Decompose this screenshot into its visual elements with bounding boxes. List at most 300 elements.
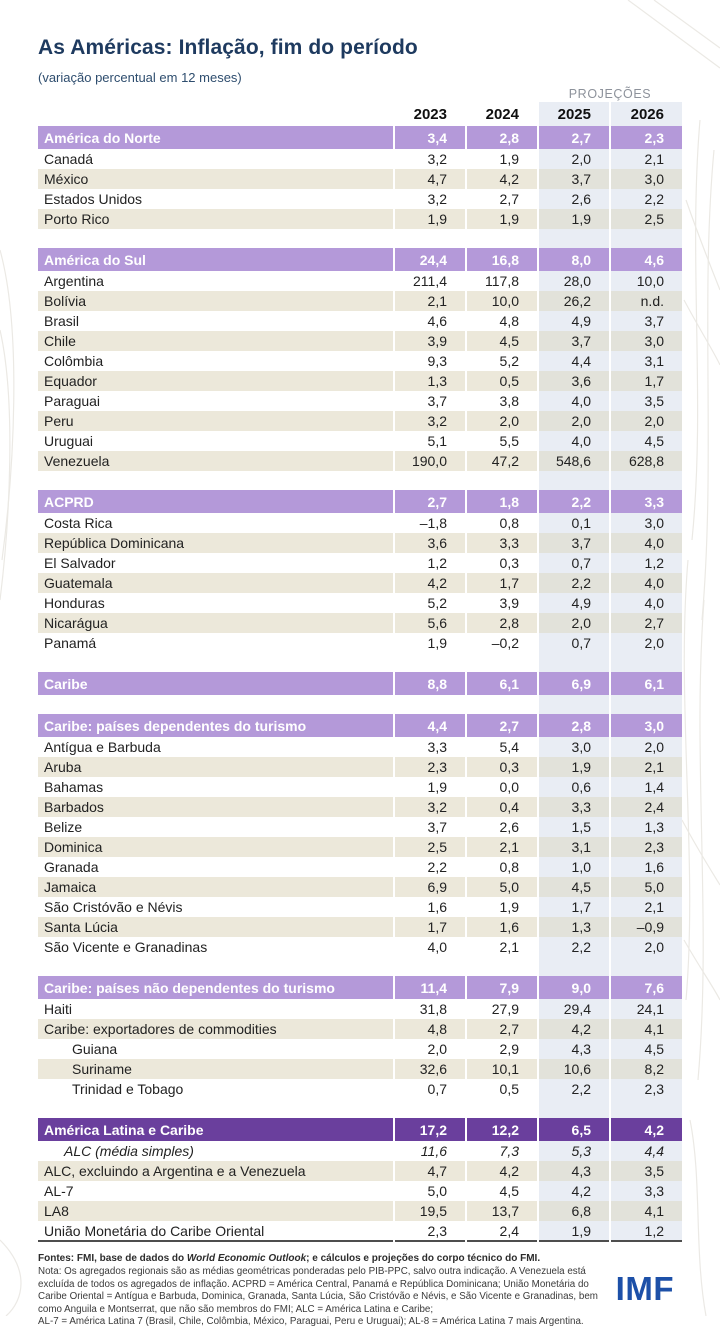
- value-cell: 11,6: [394, 1141, 466, 1161]
- value-cell: 2,5: [610, 209, 682, 229]
- sources-line: Fontes: FMI, base de dados do World Economic Outlook; e cálculos e projeções do corpo técnico do FMI.: [38, 1253, 541, 1264]
- section-header-value: 8,8: [394, 672, 466, 695]
- row-label: Estados Unidos: [44, 191, 143, 207]
- table-row: [38, 857, 682, 877]
- row-label: ALC, excluindo a Argentina e a Venezuela: [38, 1161, 394, 1181]
- gap-cell: [538, 1099, 610, 1118]
- gap-cell: [610, 695, 682, 714]
- value-cell: 2,8: [466, 613, 538, 633]
- section-gap-row: [38, 653, 682, 672]
- page-subtitle: (variação percentual em 12 meses): [38, 70, 242, 85]
- value-cell: 3,7: [538, 533, 610, 553]
- year-column-header: 2026: [610, 102, 682, 126]
- value-cell: 4,0: [610, 573, 682, 593]
- row-label: Aruba: [38, 757, 394, 777]
- gap-cell: [538, 471, 610, 490]
- gap-cell: [610, 229, 682, 248]
- value-cell: 1,3: [538, 917, 610, 937]
- table-row: [38, 817, 682, 837]
- table-row: [38, 877, 682, 897]
- value-cell: 5,0: [466, 877, 538, 897]
- gap-cell: [610, 1099, 682, 1118]
- value-cell: 1,6: [466, 917, 538, 937]
- section-gap-row: [38, 1099, 682, 1118]
- value-cell: 2,9: [466, 1039, 538, 1059]
- value-cell: 24,1: [610, 999, 682, 1019]
- value-cell: 3,3: [394, 737, 466, 757]
- value-cell: 1,6: [610, 857, 682, 877]
- value-cell: 1,9: [394, 633, 466, 653]
- footer: [38, 1252, 682, 1329]
- section-header-row: [38, 714, 682, 737]
- value-cell: 5,2: [466, 351, 538, 371]
- value-cell: 2,1: [610, 757, 682, 777]
- gap-cell: [394, 695, 466, 714]
- year-header-spacer: [38, 102, 394, 126]
- value-cell: 4,0: [610, 533, 682, 553]
- row-label: Trinidad e Tobago: [72, 1081, 184, 1097]
- value-cell: 2,2: [610, 189, 682, 209]
- value-cell: 0,5: [466, 1079, 538, 1099]
- value-cell: 2,4: [466, 1221, 538, 1241]
- value-cell: 3,2: [394, 189, 466, 209]
- value-cell: 4,5: [610, 1039, 682, 1059]
- section-header-label: ACPRD: [38, 490, 394, 513]
- row-label: Argentina: [44, 273, 104, 289]
- year-column-header: 2023: [394, 102, 466, 126]
- row-label: República Dominicana: [38, 533, 394, 553]
- value-cell: 10,0: [610, 271, 682, 291]
- value-cell: 27,9: [466, 999, 538, 1019]
- value-cell: 3,5: [610, 391, 682, 411]
- value-cell: 0,7: [538, 633, 610, 653]
- gap-cell: [610, 471, 682, 490]
- value-cell: 2,4: [610, 797, 682, 817]
- value-cell: 4,2: [466, 169, 538, 189]
- gap-cell: [394, 229, 466, 248]
- section-header-value: 16,8: [466, 248, 538, 271]
- value-cell: 6,8: [538, 1201, 610, 1221]
- value-cell: 19,5: [394, 1201, 466, 1221]
- section-header-value: 24,4: [394, 248, 466, 271]
- value-cell: 2,2: [538, 937, 610, 957]
- year-column-header: 2024: [466, 102, 538, 126]
- gap-cell: [466, 229, 538, 248]
- table-row: [38, 897, 682, 917]
- projections-label: PROJEÇÕES: [568, 87, 652, 101]
- value-cell: 3,0: [538, 737, 610, 757]
- value-cell: 2,7: [610, 613, 682, 633]
- value-cell: 0,8: [466, 857, 538, 877]
- row-label: Santa Lúcia: [38, 917, 394, 937]
- row-label: Canadá: [44, 151, 94, 167]
- table-row: [38, 1039, 682, 1059]
- value-cell: 0,1: [538, 513, 610, 533]
- value-cell: 6,9: [394, 877, 466, 897]
- value-cell: 1,2: [610, 553, 682, 573]
- value-cell: 1,7: [610, 371, 682, 391]
- row-label: Granada: [44, 859, 99, 875]
- gap-cell: [466, 653, 538, 672]
- value-cell: 2,6: [538, 189, 610, 209]
- value-cell: 2,3: [610, 837, 682, 857]
- value-cell: 0,3: [466, 553, 538, 573]
- value-cell: 2,3: [394, 757, 466, 777]
- gap-cell: [38, 695, 394, 714]
- gap-cell: [538, 695, 610, 714]
- value-cell: 3,6: [538, 371, 610, 391]
- table-row: [38, 633, 682, 653]
- section-header-value: 4,6: [610, 248, 682, 271]
- row-label: Equador: [38, 371, 394, 391]
- row-label: Guatemala: [38, 573, 394, 593]
- table-row: [38, 169, 682, 189]
- gap-cell: [38, 229, 394, 248]
- row-label: Dominica: [38, 837, 394, 857]
- table-row: [38, 1019, 682, 1039]
- value-cell: 2,0: [538, 149, 610, 169]
- value-cell: 1,3: [394, 371, 466, 391]
- gap-cell: [466, 1099, 538, 1118]
- table-row: [38, 533, 682, 553]
- value-cell: 4,3: [538, 1039, 610, 1059]
- value-cell: 4,2: [538, 1019, 610, 1039]
- value-cell: 4,8: [466, 311, 538, 331]
- table-row: [38, 1079, 682, 1099]
- section-header-label: Caribe: países não dependentes do turismo: [38, 976, 394, 999]
- value-cell: 4,4: [538, 351, 610, 371]
- value-cell: 1,7: [538, 897, 610, 917]
- section-header-row: [38, 490, 682, 513]
- value-cell: 0,6: [538, 777, 610, 797]
- table-row: [38, 513, 682, 533]
- section-header-row: [38, 248, 682, 271]
- table-row: [38, 757, 682, 777]
- section-header-value: 2,8: [538, 714, 610, 737]
- value-cell: 211,4: [394, 271, 466, 291]
- value-cell: 10,6: [538, 1059, 610, 1079]
- value-cell: 4,2: [394, 573, 466, 593]
- section-header-value: 2,7: [538, 126, 610, 149]
- section-header-value: 3,4: [394, 126, 466, 149]
- row-label: Peru: [38, 411, 394, 431]
- gap-cell: [610, 653, 682, 672]
- row-label: Bahamas: [44, 779, 104, 795]
- value-cell: 2,0: [610, 937, 682, 957]
- value-cell: 1,4: [610, 777, 682, 797]
- value-cell: 5,1: [394, 431, 466, 451]
- value-cell: 28,0: [538, 271, 610, 291]
- value-cell: 4,4: [610, 1141, 682, 1161]
- value-cell: 2,1: [610, 897, 682, 917]
- value-cell: 0,0: [466, 777, 538, 797]
- section-header-value: 7,6: [610, 976, 682, 999]
- table-row: [38, 573, 682, 593]
- section-header-value: 2,7: [466, 714, 538, 737]
- value-cell: 3,6: [394, 533, 466, 553]
- section-header-value: 2,2: [538, 490, 610, 513]
- value-cell: 3,9: [466, 593, 538, 613]
- table-row: [38, 451, 682, 471]
- value-cell: 2,2: [538, 1079, 610, 1099]
- table-row: [38, 149, 682, 169]
- year-column-header: 2025: [538, 102, 610, 126]
- value-cell: 4,5: [466, 331, 538, 351]
- row-label: São Vicente e Granadinas: [44, 939, 208, 955]
- value-cell: 3,3: [538, 797, 610, 817]
- sources-italic: World Economic Outlook: [186, 1253, 307, 1264]
- row-label: Venezuela: [38, 451, 394, 471]
- value-cell: 4,8: [394, 1019, 466, 1039]
- table-row: [38, 593, 682, 613]
- value-cell: 4,5: [538, 877, 610, 897]
- value-cell: 1,3: [610, 817, 682, 837]
- section-header-value: 6,1: [466, 672, 538, 695]
- table-row: [38, 311, 682, 331]
- value-cell: 3,0: [610, 331, 682, 351]
- section-header-value: 4,2: [610, 1118, 682, 1141]
- section-header-row: [38, 976, 682, 999]
- table-row: [38, 271, 682, 291]
- value-cell: 2,0: [538, 411, 610, 431]
- table-row: [38, 613, 682, 633]
- row-label: Belize: [44, 819, 83, 835]
- row-label: Chile: [38, 331, 394, 351]
- value-cell: 2,0: [538, 613, 610, 633]
- section-header-row: [38, 672, 682, 695]
- section-header-value: 2,7: [394, 490, 466, 513]
- table-row: [38, 1059, 682, 1079]
- section-header-value: 3,0: [610, 714, 682, 737]
- value-cell: 1,9: [538, 757, 610, 777]
- value-cell: 5,0: [610, 877, 682, 897]
- row-label: Jamaica: [38, 877, 394, 897]
- value-cell: 32,6: [394, 1059, 466, 1079]
- value-cell: 1,9: [466, 897, 538, 917]
- value-cell: 4,7: [394, 1161, 466, 1181]
- value-cell: 4,0: [610, 593, 682, 613]
- section-header-value: 11,4: [394, 976, 466, 999]
- value-cell: 3,7: [610, 311, 682, 331]
- note-line-2: AL-7 = América Latina 7 (Brasil, Chile, Colômbia, México, Paraguai, Peru e Uruguai); AL-8 = América Latina 7 mais Argentina.: [38, 1316, 584, 1328]
- value-cell: 1,9: [466, 149, 538, 169]
- value-cell: 3,3: [466, 533, 538, 553]
- value-cell: 628,8: [610, 451, 682, 471]
- section-header-label: América do Norte: [38, 126, 394, 149]
- row-label: LA8: [38, 1201, 394, 1221]
- section-header-label: Caribe: [38, 672, 394, 695]
- value-cell: 1,9: [538, 1221, 610, 1241]
- gap-cell: [538, 653, 610, 672]
- table-row: [38, 371, 682, 391]
- section-gap-row: [38, 229, 682, 248]
- value-cell: 4,7: [394, 169, 466, 189]
- section-header-label: América do Sul: [38, 248, 394, 271]
- value-cell: 0,7: [538, 553, 610, 573]
- value-cell: 2,1: [610, 149, 682, 169]
- value-cell: 3,2: [394, 411, 466, 431]
- table-row: [38, 1201, 682, 1221]
- table-row: [38, 553, 682, 573]
- row-label: Panamá: [44, 635, 97, 651]
- gap-cell: [466, 957, 538, 976]
- gap-cell: [38, 1099, 394, 1118]
- value-cell: 2,0: [466, 411, 538, 431]
- gap-cell: [38, 957, 394, 976]
- section-header-label: América Latina e Caribe: [38, 1118, 394, 1141]
- value-cell: 2,3: [610, 1079, 682, 1099]
- value-cell: 3,2: [394, 797, 466, 817]
- value-cell: 7,3: [466, 1141, 538, 1161]
- table-row: [38, 189, 682, 209]
- value-cell: 190,0: [394, 451, 466, 471]
- row-label: Uruguai: [44, 433, 94, 449]
- value-cell: –1,8: [394, 513, 466, 533]
- value-cell: 3,2: [394, 149, 466, 169]
- value-cell: 2,0: [610, 737, 682, 757]
- gap-cell: [394, 653, 466, 672]
- note-line-1: Nota: Os agregados regionais são as médias geométricas ponderadas pelo PIB-PPC, salvo outra indicação. A Venezuela está excluída de todos os agregados de inflação. ACPRD = América Central, Panamá e República Dominicana; União Monetária do Caribe Oriental = Antígua e Barbuda, Dominica, Granada, Santa Lúcia, São Cristóvão e Névis, e São Vicente e Granadinas, bem como Anguila e Montserrat, que não são membros do FMI; ALC = América Latina e Caribe;: [38, 1266, 598, 1315]
- value-cell: 5,0: [394, 1181, 466, 1201]
- row-label: Brasil: [44, 313, 80, 329]
- section-header-label: Caribe: países dependentes do turismo: [38, 714, 394, 737]
- value-cell: 3,9: [394, 331, 466, 351]
- section-header-value: 6,9: [538, 672, 610, 695]
- value-cell: 10,1: [466, 1059, 538, 1079]
- section-header-value: 12,2: [466, 1118, 538, 1141]
- value-cell: 1,6: [394, 897, 466, 917]
- value-cell: 4,0: [394, 937, 466, 957]
- gap-cell: [610, 957, 682, 976]
- row-label: União Monetária do Caribe Oriental: [44, 1222, 265, 1239]
- value-cell: 2,6: [466, 817, 538, 837]
- row-label: Suriname: [38, 1059, 394, 1079]
- value-cell: 13,7: [466, 1201, 538, 1221]
- row-label: Antígua e Barbuda: [44, 739, 161, 755]
- value-cell: 3,3: [610, 1181, 682, 1201]
- value-cell: 2,3: [394, 1221, 466, 1241]
- row-label: Colômbia: [44, 353, 104, 369]
- table-row: [38, 391, 682, 411]
- value-cell: 1,9: [466, 209, 538, 229]
- value-cell: 3,1: [538, 837, 610, 857]
- row-label: Paraguai: [44, 393, 101, 409]
- value-cell: –0,9: [610, 917, 682, 937]
- value-cell: 4,5: [466, 1181, 538, 1201]
- value-cell: 4,1: [610, 1019, 682, 1039]
- row-label: Porto Rico: [38, 209, 394, 229]
- section-header-row: [38, 126, 682, 149]
- value-cell: 4,2: [466, 1161, 538, 1181]
- gap-cell: [466, 471, 538, 490]
- table-row: [38, 209, 682, 229]
- table-row: [38, 1161, 682, 1181]
- value-cell: 29,4: [538, 999, 610, 1019]
- value-cell: 4,0: [538, 391, 610, 411]
- value-cell: 2,5: [394, 837, 466, 857]
- row-label: Costa Rica: [44, 515, 113, 531]
- value-cell: 3,0: [610, 169, 682, 189]
- gap-cell: [38, 471, 394, 490]
- table-row: [38, 937, 682, 957]
- value-cell: 2,0: [610, 411, 682, 431]
- page-title: As Américas: Inflação, fim do período: [38, 36, 418, 59]
- value-cell: 4,9: [538, 311, 610, 331]
- value-cell: 2,0: [394, 1039, 466, 1059]
- table-row: [38, 777, 682, 797]
- value-cell: 47,2: [466, 451, 538, 471]
- value-cell: 4,5: [610, 431, 682, 451]
- value-cell: 31,8: [394, 999, 466, 1019]
- value-cell: 3,1: [610, 351, 682, 371]
- value-cell: 0,5: [466, 371, 538, 391]
- value-cell: 4,0: [538, 431, 610, 451]
- value-cell: 10,0: [466, 291, 538, 311]
- table-row: [38, 351, 682, 371]
- value-cell: 0,3: [466, 757, 538, 777]
- value-cell: 3,8: [466, 391, 538, 411]
- value-cell: 2,1: [466, 837, 538, 857]
- value-cell: –0,2: [466, 633, 538, 653]
- value-cell: 1,7: [466, 573, 538, 593]
- section-gap-row: [38, 695, 682, 714]
- table-row: [38, 1221, 682, 1241]
- value-cell: 1,9: [538, 209, 610, 229]
- gap-cell: [466, 695, 538, 714]
- row-label: Guiana: [72, 1041, 118, 1057]
- value-cell: 3,7: [394, 391, 466, 411]
- section-header-value: 3,3: [610, 490, 682, 513]
- value-cell: 4,3: [538, 1161, 610, 1181]
- value-cell: 1,5: [538, 817, 610, 837]
- value-cell: 5,2: [394, 593, 466, 613]
- row-label: AL-7: [44, 1183, 74, 1199]
- value-cell: 2,0: [610, 633, 682, 653]
- value-cell: 9,3: [394, 351, 466, 371]
- value-cell: 1,2: [610, 1221, 682, 1241]
- value-cell: n.d.: [610, 291, 682, 311]
- table-row: [38, 411, 682, 431]
- value-cell: 5,5: [466, 431, 538, 451]
- row-label: Nicarágua: [38, 613, 394, 633]
- row-label: ALC (média simples): [64, 1143, 194, 1159]
- section-header-value: 4,4: [394, 714, 466, 737]
- value-cell: 2,7: [466, 1019, 538, 1039]
- table-row: [38, 331, 682, 351]
- section-header-value: 17,2: [394, 1118, 466, 1141]
- value-cell: 4,9: [538, 593, 610, 613]
- row-label: São Cristóvão e Névis: [44, 899, 183, 915]
- value-cell: 0,7: [394, 1079, 466, 1099]
- value-cell: 2,7: [466, 189, 538, 209]
- row-label: Honduras: [44, 595, 105, 611]
- value-cell: 1,9: [394, 209, 466, 229]
- section-header-value: 6,1: [610, 672, 682, 695]
- value-cell: 1,0: [538, 857, 610, 877]
- section-header-value: 9,0: [538, 976, 610, 999]
- value-cell: 5,3: [538, 1141, 610, 1161]
- section-gap-row: [38, 957, 682, 976]
- inflation-table: [38, 102, 682, 1242]
- value-cell: 3,5: [610, 1161, 682, 1181]
- value-cell: 1,7: [394, 917, 466, 937]
- imf-logo: IMF: [615, 1270, 674, 1307]
- section-header-value: 1,8: [466, 490, 538, 513]
- value-cell: 5,4: [466, 737, 538, 757]
- table-row: [38, 917, 682, 937]
- value-cell: 2,1: [466, 937, 538, 957]
- section-gap-row: [38, 471, 682, 490]
